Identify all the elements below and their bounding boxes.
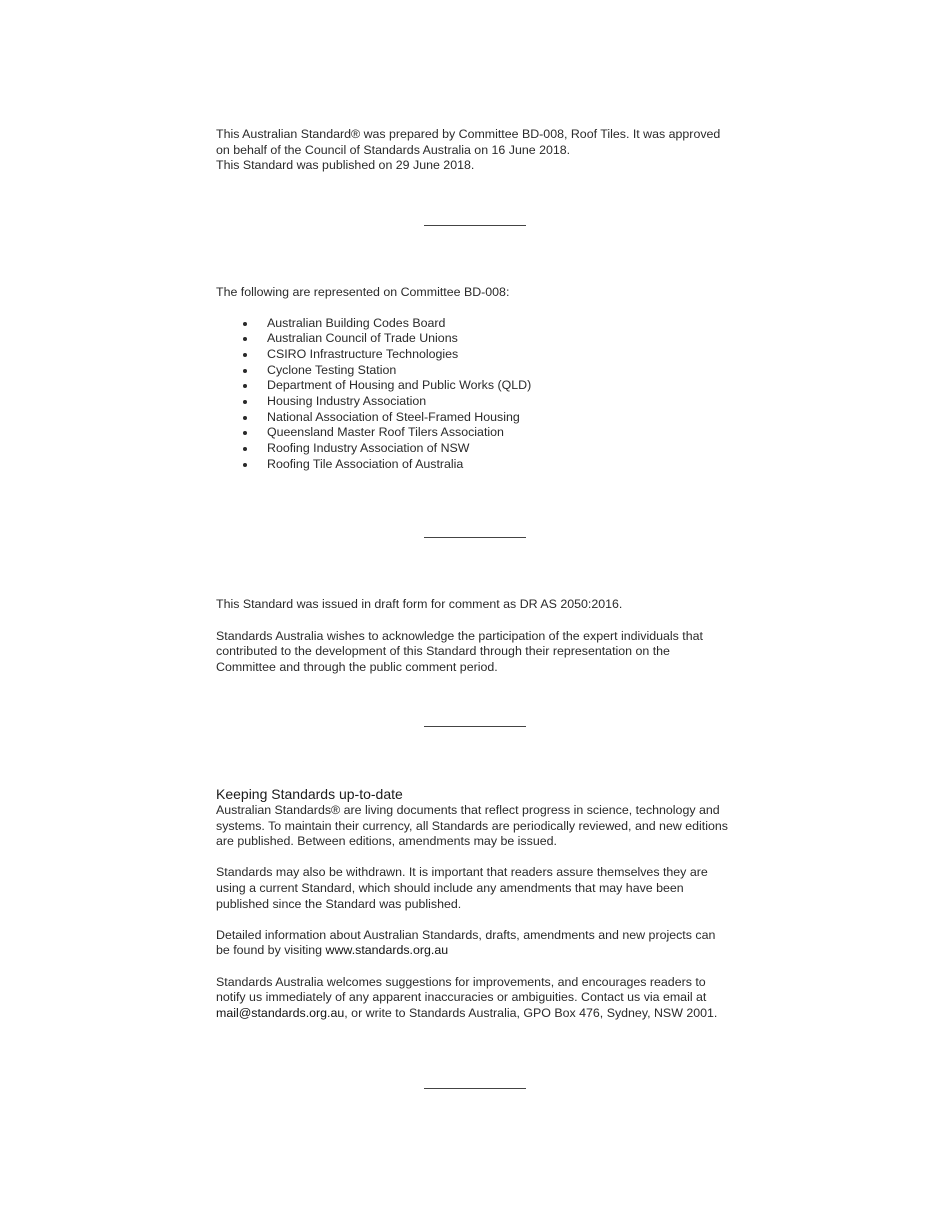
list-item: Australian Building Codes Board <box>216 316 746 332</box>
paragraph-text: , or write to Standards Australia, GPO Box 476, Sydney, NSW 2001. <box>344 1005 718 1020</box>
suggestions-paragraph <box>216 975 746 1022</box>
acknowledgement-line: Standards Australia wishes to acknowledge the participation of the expert individuals that <box>216 628 703 643</box>
paragraph-line: Australian Standards® are living documents that reflect progress in science, technology and <box>216 803 720 817</box>
detailed-info-paragraph <box>216 928 746 959</box>
website-link[interactable]: www.standards.org.au <box>325 943 449 958</box>
living-documents-paragraph <box>216 803 746 850</box>
list-item: CSIRO Infrastructure Technologies <box>216 347 746 363</box>
list-item: Cyclone Testing Station <box>216 363 746 379</box>
committee-intro: The following are represented on Committee BD-008: <box>216 285 510 299</box>
section-divider <box>424 1088 526 1089</box>
section-divider <box>424 537 526 538</box>
draft-block <box>216 597 746 675</box>
email-link[interactable]: mail@standards.org.au <box>216 1005 345 1020</box>
paragraph-line: systems. To maintain their currency, all Standards are periodically reviewed, and new editions <box>216 818 728 833</box>
list-item: Roofing Industry Association of NSW <box>216 441 746 457</box>
list-item: Queensland Master Roof Tilers Association <box>216 425 746 441</box>
paragraph-line: notify us immediately of any apparent inaccuracies or ambiguities. Contact us via email at <box>216 990 707 1005</box>
paragraph-line: using a current Standard, which should include any amendments that may have been <box>216 880 684 895</box>
draft-issued-text: This Standard was issued in draft form for comment as DR AS 2050:2016. <box>216 597 623 611</box>
paragraph-line: published since the Standard was published. <box>216 896 462 911</box>
acknowledgement-line: contributed to the development of this Standard through their representation on the <box>216 644 670 659</box>
paragraph-line <box>216 943 746 959</box>
section-divider <box>424 225 526 226</box>
paragraph-text: be found by visiting <box>216 943 326 958</box>
paragraph-line: Standards Australia welcomes suggestions for improvements, and encourages readers to <box>216 974 706 989</box>
list-item: Roofing Tile Association of Australia <box>216 457 746 473</box>
committee-block <box>216 285 746 472</box>
list-item: Australian Council of Trade Unions <box>216 331 746 347</box>
acknowledgement-line: Committee and through the public comment period. <box>216 659 498 674</box>
approval-line-2: on behalf of the Council of Standards Australia on 16 June 2018. <box>216 142 571 157</box>
paragraph-line: are published. Between editions, amendments may be issued. <box>216 834 557 849</box>
paragraph-line <box>216 1006 746 1022</box>
list-item: Housing Industry Association <box>216 394 746 410</box>
list-item: National Association of Steel-Framed Housing <box>216 410 746 426</box>
section-heading: Keeping Standards up-to-date <box>216 786 403 802</box>
published-line: This Standard was published on 29 June 2018. <box>216 158 475 173</box>
committee-member-list <box>216 316 746 473</box>
section-divider <box>424 726 526 727</box>
uptodate-block <box>216 786 746 1021</box>
approval-line-1: This Australian Standard® was prepared by Committee BD-008, Roof Tiles. It was approved <box>216 127 721 141</box>
paragraph-line: Standards may also be withdrawn. It is important that readers assure themselves they are <box>216 865 708 880</box>
paragraph-line: Detailed information about Australian Standards, drafts, amendments and new projects can <box>216 927 716 942</box>
approval-block <box>216 127 746 174</box>
acknowledgement-paragraph <box>216 629 746 676</box>
withdrawn-paragraph <box>216 865 746 912</box>
list-item: Department of Housing and Public Works (QLD) <box>216 378 746 394</box>
